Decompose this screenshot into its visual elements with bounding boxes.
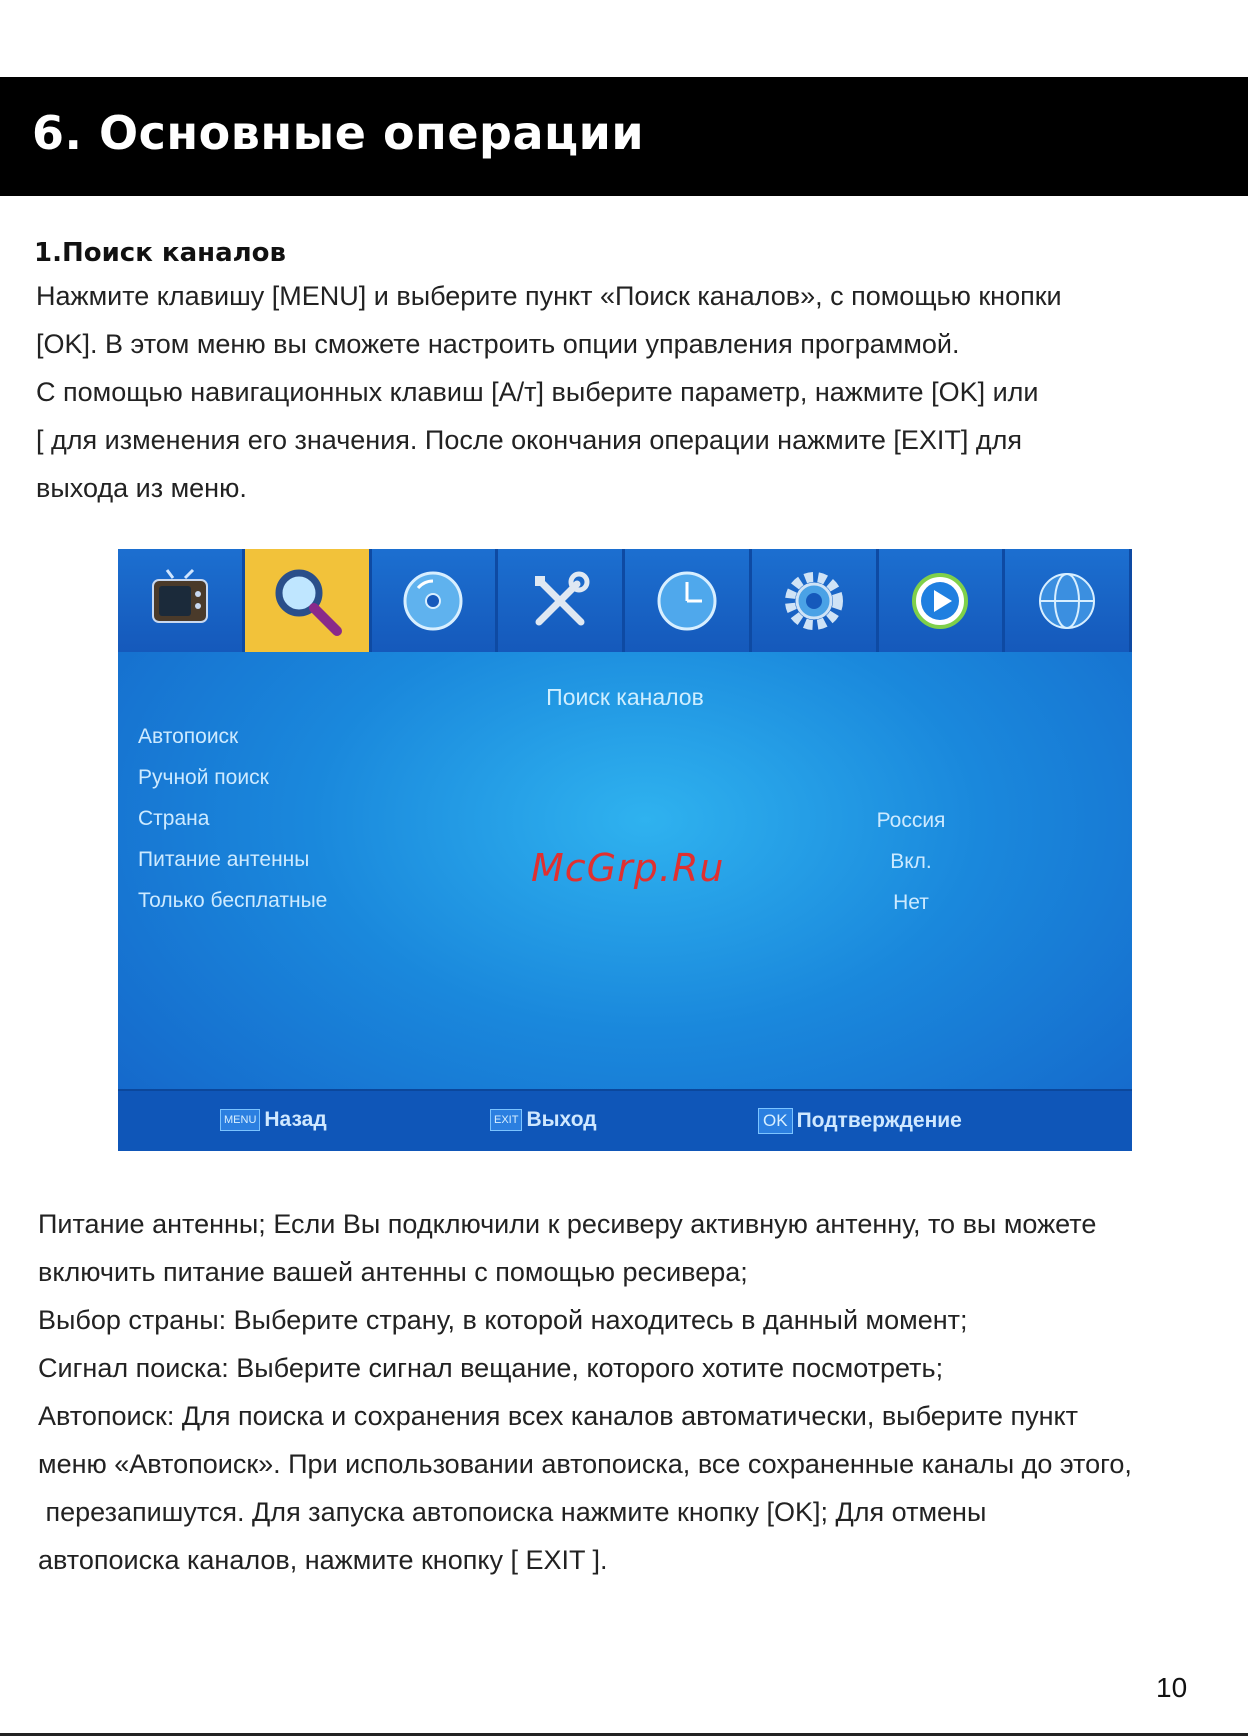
menu-item-country[interactable] bbox=[138, 807, 1098, 848]
body-line: меню «Автопоиск». При использовании автопоиска, все сохраненные каналы до этого, bbox=[38, 1449, 1132, 1479]
play-icon[interactable] bbox=[879, 549, 1006, 652]
intro-paragraph bbox=[36, 272, 1216, 512]
intro-line: [ для изменения его значения. После окончания операции нажмите [EXIT] для bbox=[36, 425, 1023, 455]
screen-title: Поиск каналов bbox=[546, 684, 704, 710]
tv-menu-screenshot bbox=[118, 549, 1132, 1151]
intro-line: С помощью навигационных клавиш [А/т] выберите параметр, нажмите [OK] или bbox=[36, 377, 1039, 407]
clock-icon[interactable] bbox=[625, 549, 752, 652]
description-paragraph bbox=[38, 1200, 1228, 1584]
menu-item-free-only[interactable] bbox=[138, 889, 1098, 930]
ok-key-badge: OK bbox=[758, 1108, 793, 1134]
body-line: Сигнал поиска: Выберите сигнал вещание, которого хотите посмотреть; bbox=[38, 1353, 944, 1383]
key-hints-bar bbox=[118, 1089, 1132, 1151]
section-title: 1.Поиск каналов bbox=[34, 238, 286, 268]
menu-item-label: Страна bbox=[138, 807, 210, 830]
page-number: 10 bbox=[1156, 1672, 1188, 1703]
search-icon[interactable] bbox=[245, 549, 372, 652]
body-line: включить питание вашей антенны с помощью ресивера; bbox=[38, 1257, 748, 1287]
menu-item-manual-search[interactable] bbox=[138, 766, 1098, 807]
menu-item-label: Ручной поиск bbox=[138, 766, 269, 789]
menu-item-label: Питание антенны bbox=[138, 848, 310, 871]
hint-ok bbox=[758, 1108, 962, 1134]
menu-tab-bar bbox=[118, 549, 1132, 652]
globe-icon[interactable] bbox=[1005, 549, 1132, 652]
menu-item-value: Вкл. bbox=[890, 850, 932, 873]
hint-back bbox=[220, 1108, 327, 1132]
tv-icon[interactable] bbox=[118, 549, 245, 652]
tools-icon[interactable] bbox=[498, 549, 625, 652]
watermark: McGrp.Ru bbox=[531, 846, 725, 890]
hint-exit bbox=[490, 1108, 597, 1132]
intro-line: [OK]. В этом меню вы сможете настроить опции управления программой. bbox=[36, 329, 960, 359]
disc-icon[interactable] bbox=[372, 549, 499, 652]
menu-item-label: Только бесплатные bbox=[138, 889, 328, 912]
menu-key-badge: MENU bbox=[220, 1109, 260, 1131]
menu-item-value: Нет bbox=[893, 891, 929, 914]
page-title: 6. Основные операции bbox=[32, 106, 645, 160]
intro-line: выхода из меню. bbox=[36, 473, 247, 503]
body-line: перезапишутся. Для запуска автопоиска нажмите кнопку [OK]; Для отмены bbox=[38, 1497, 987, 1527]
hint-label: Назад bbox=[264, 1108, 327, 1131]
intro-line: Нажмите клавишу [MENU] и выберите пункт «Поиск каналов», с помощью кнопки bbox=[36, 281, 1062, 311]
body-line: Выбор страны: Выберите страну, в которой находитесь в данный момент; bbox=[38, 1305, 968, 1335]
menu-item-label: Автопоиск bbox=[138, 725, 239, 748]
exit-key-badge: EXIT bbox=[490, 1109, 522, 1131]
hint-label: Подтверждение bbox=[796, 1109, 962, 1132]
menu-item-value: Россия bbox=[876, 809, 946, 832]
channel-search-menu bbox=[138, 725, 1098, 930]
body-line: Питание антенны; Если Вы подключили к ресиверу активную антенну, то вы можете bbox=[38, 1209, 1097, 1239]
hint-label: Выход bbox=[526, 1108, 597, 1131]
body-line: автопоиска каналов, нажмите кнопку [ EXIT ]. bbox=[38, 1545, 608, 1575]
body-line: Автопоиск: Для поиска и сохранения всех каналов автоматически, выберите пункт bbox=[38, 1401, 1078, 1431]
gear-icon[interactable] bbox=[752, 549, 879, 652]
menu-item-autosearch[interactable] bbox=[138, 725, 1098, 766]
